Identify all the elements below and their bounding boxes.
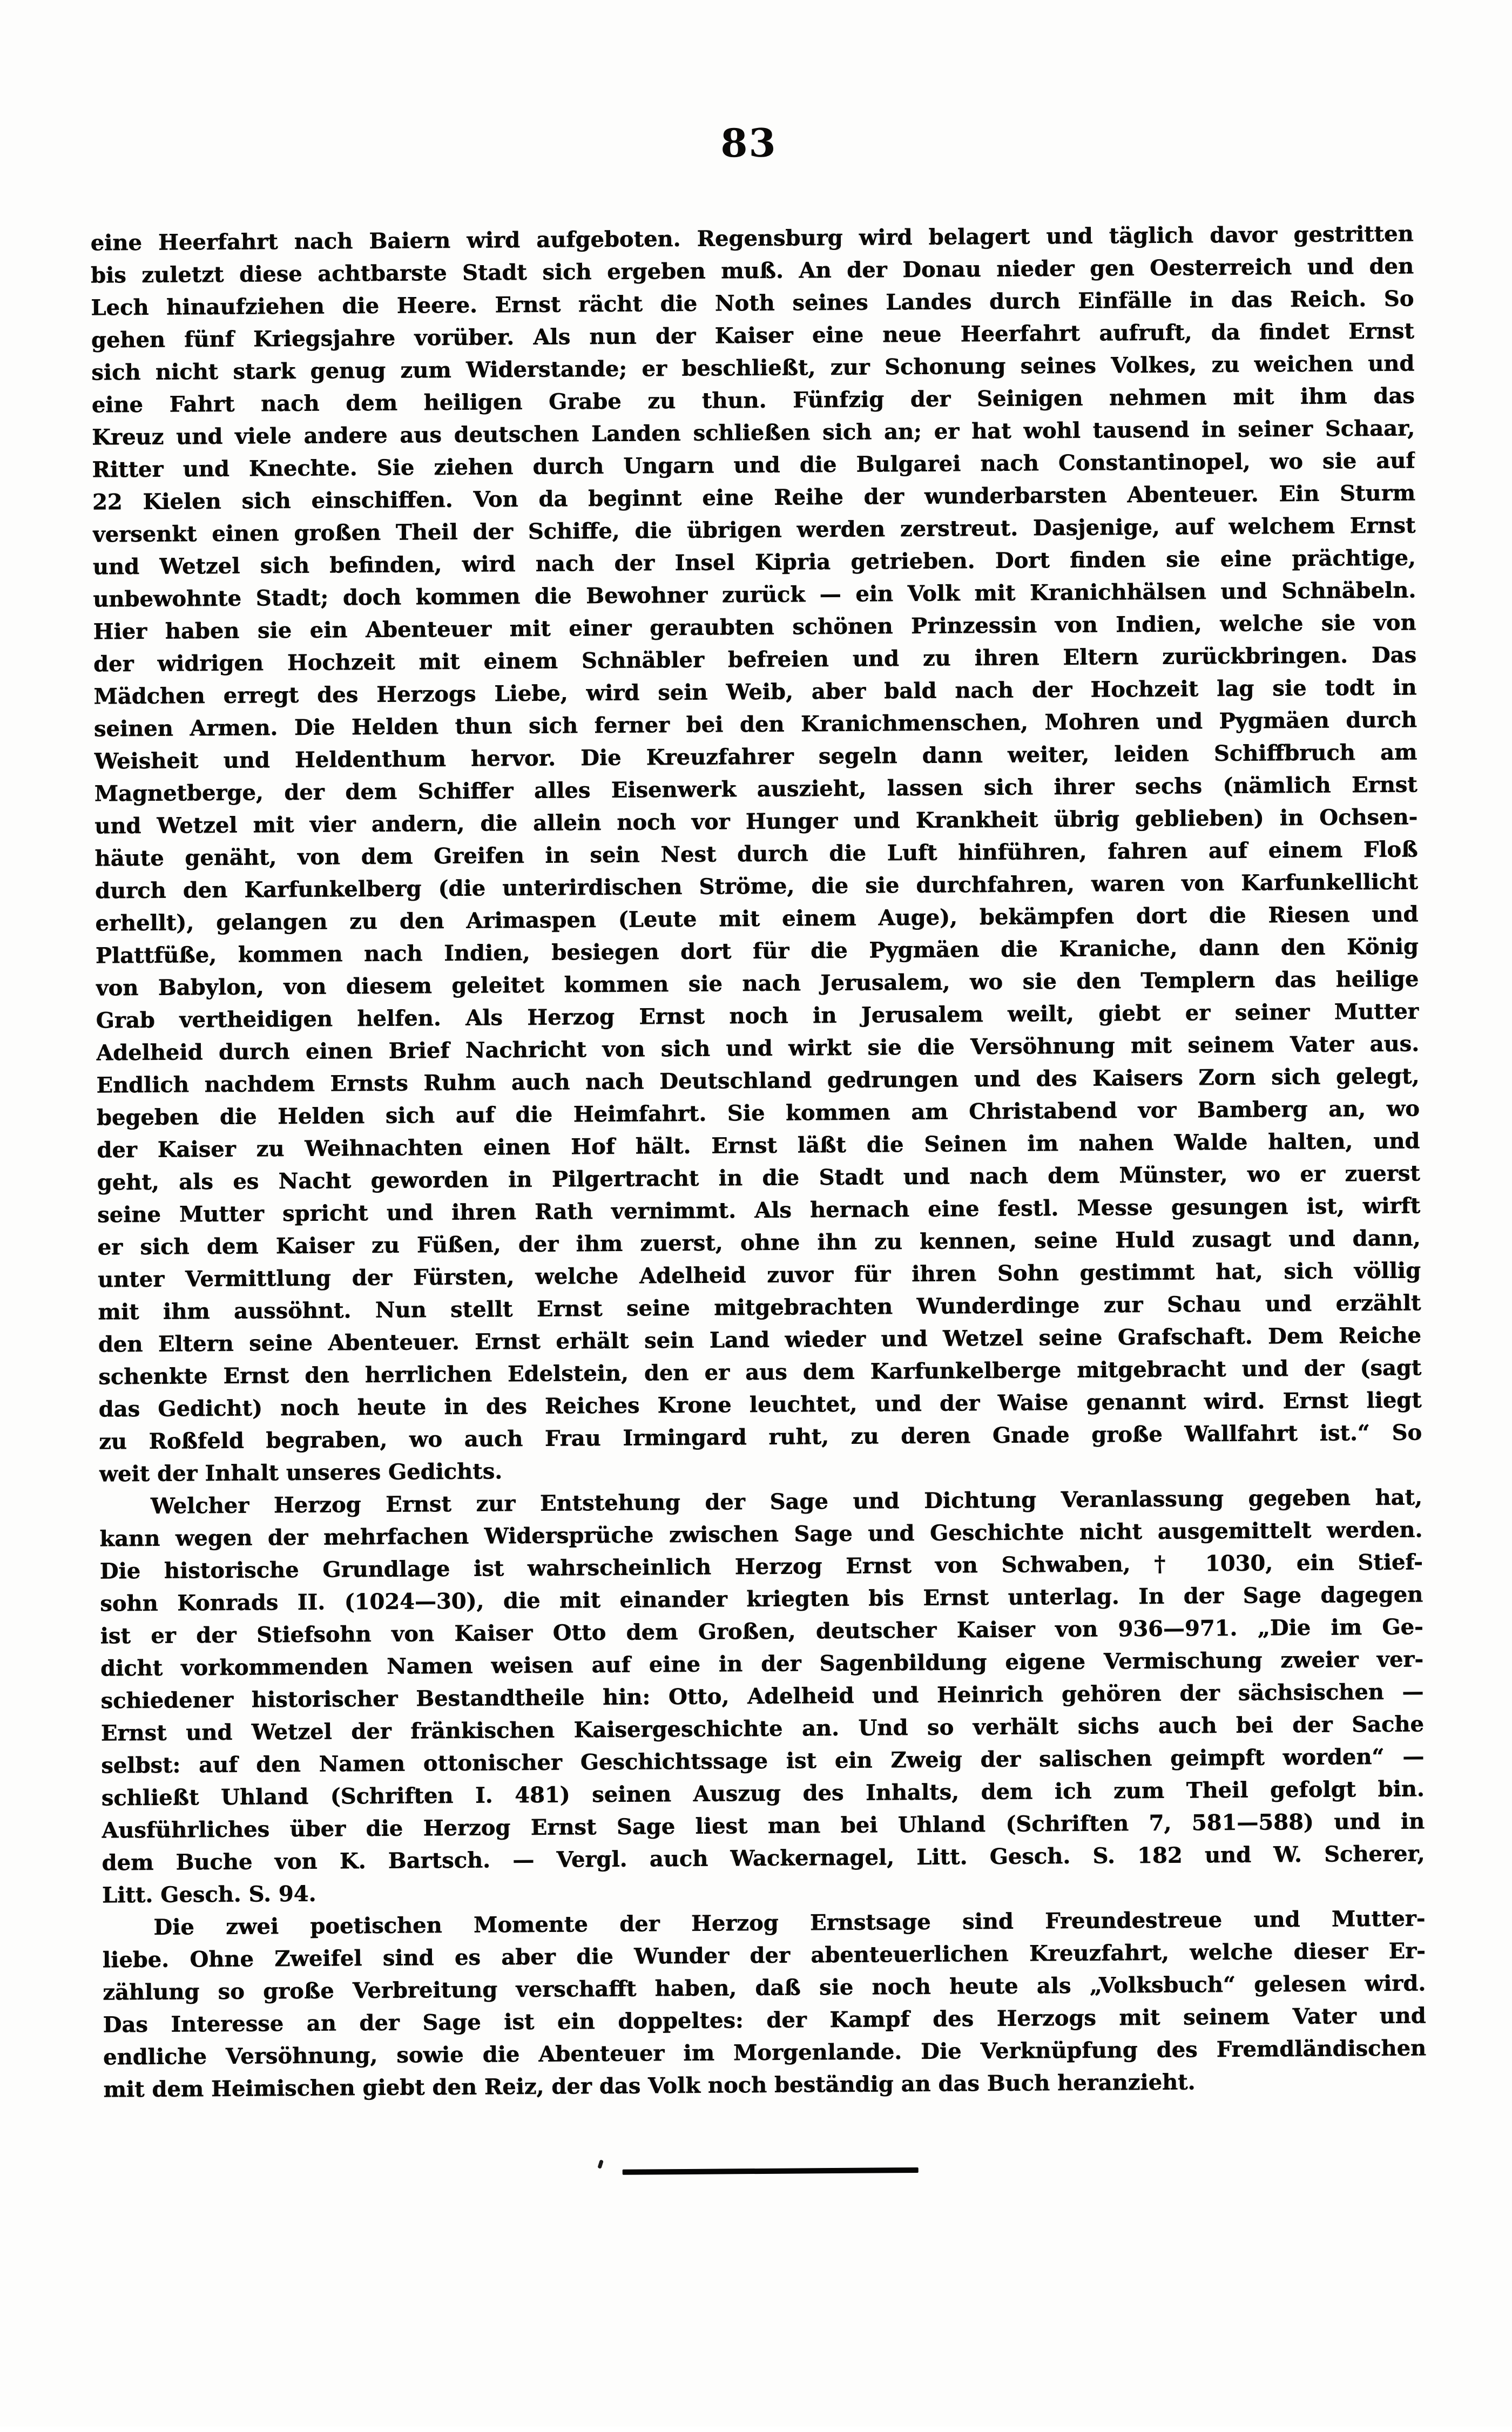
text-line: gehen fünf Kriegsjahre vorüber. Als nun der Kaiser eine neue Heerfahrt aufruft, da findet Ernst [91, 318, 1415, 353]
text-line: Ausführliches über die Herzog Ernst Sage liest man bei Uhland (Schriften 7, 581—588) und in [102, 1808, 1425, 1843]
text-line: ist er der Stiefsohn von Kaiser Otto dem Großen, deutscher Kaiser von 936—971. „Die im Ge- [100, 1614, 1423, 1649]
text-line: schiedener historischer Bestandtheile hin: Otto, Adelheid und Heinrich gehören der sächsischen — [100, 1679, 1424, 1714]
text-line: dicht vorkommenden Namen weisen auf eine in der Sagenbildung eigene Vermischung zweier ver- [100, 1646, 1424, 1681]
text-line: Magnetberge, der dem Schiffer alles Eisenwerk auszieht, lassen sich ihrer sechs (nämlich Ernst [94, 772, 1418, 807]
text-line: unbewohnte Stadt; doch kommen die Bewohner zurück — ein Volk mit Kranichhälsen und Schnäbeln. [93, 577, 1416, 612]
ink-speck [597, 2159, 604, 2168]
text-line: weit der Inhalt unseres Gedichts. [99, 1458, 503, 1487]
paragraph [99, 1481, 1425, 1911]
text-line: geht, als es Nacht geworden in Pilgertracht in die Stadt und nach dem Münster, wo er zuerst [97, 1160, 1421, 1195]
text-line: Hier haben sie ein Abenteuer mit einer geraubten schönen Prinzessin von Indien, welche sie von [93, 610, 1416, 645]
text-line: eine Heerfahrt nach Baiern wird aufgeboten. Regensburg wird belagert und täglich davor gestritten [90, 221, 1414, 256]
text-line: mit dem Heimischen giebt den Reiz, der das Volk noch beständig an das Buch heranzieht. [103, 2069, 1196, 2103]
text-line: Ritter und Knechte. Sie ziehen durch Ungarn und die Bulgarei nach Constantinopel, wo sie auf [92, 448, 1415, 483]
text-line: begeben die Helden sich auf die Heimfahrt. Sie kommen am Christabend vor Bamberg an, wo [96, 1096, 1420, 1131]
text-line: zählung so große Verbreitung verschafft haben, daß sie noch heute als „Volksbuch“ gelesen wird. [103, 1970, 1426, 2005]
text-line: das Gedicht) noch heute in des Reiches Krone leuchtet, und der Waise genannt wird. Ernst liegt [98, 1387, 1422, 1422]
footer-rule [623, 2167, 919, 2175]
text-line: und Wetzel sich befinden, wird nach der Insel Kipria getrieben. Dort finden sie eine prächtige, [92, 545, 1416, 580]
text-line: unter Vermittlung der Fürsten, welche Adelheid zuvor für ihren Sohn gestimmt hat, sich völlig [97, 1258, 1421, 1293]
text-line: und Wetzel mit vier andern, die allein noch vor Hunger und Krankheit übrig geblieben) in Ochsen- [94, 804, 1418, 839]
text-line: der Kaiser zu Weihnachten einen Hof hält. Ernst läßt die Seinen im nahen Walde halten, und [97, 1128, 1420, 1163]
text-line: dem Buche von K. Bartsch. — Vergl. auch Wackernagel, Litt. Gesch. S. 182 und W. Scherer, [102, 1841, 1425, 1876]
paragraph [91, 218, 1422, 1490]
text-line: zu Roßfeld begraben, wo auch Frau Irmingard ruht, zu deren Gnade große Wallfahrt ist.“ So [99, 1420, 1422, 1455]
text-line: Adelheid durch einen Brief Nachricht von sich und wirkt sie die Versöhnung mit seinem Vater aus. [96, 1031, 1420, 1066]
text-line: versenkt einen großen Theil der Schiffe, die übrigen werden zerstreut. Dasjenige, auf welchem Ernst [92, 512, 1416, 548]
text-line: sich nicht stark genug zum Widerstande; er beschließt, zur Schonung seines Volkes, zu weichen und [91, 350, 1415, 386]
text-line: Die zwei poetischen Momente der Herzog Ernstsage sind Freundestreue und Mutter- [153, 1906, 1426, 1940]
text-line: Plattfüße, kommen nach Indien, besiegen dort für die Pygmäen die Kraniche, dann den König [95, 934, 1419, 969]
text-line: Weisheit und Heldenthum hervor. Die Kreuzfahrer segeln dann weiter, leiden Schiffbruch am [94, 739, 1418, 774]
text-line: der widrigen Hochzeit mit einem Schnäbler befreien und zu ihren Eltern zurückbringen. Das [93, 642, 1417, 677]
text-line: Die historische Grundlage ist wahrscheinlich Herzog Ernst von Schwaben, † 1030, ein Stief- [99, 1549, 1423, 1584]
paragraph [102, 1902, 1426, 2106]
text-line: Kreuz und viele andere aus deutschen Landen schließen sich an; er hat wohl tausend in seiner Schaar, [92, 415, 1415, 450]
text-line: sohn Konrads II. (1024—30), die mit einander kriegten bis Ernst unterlag. In der Sage dagegen [100, 1582, 1423, 1617]
text-line: Grab vertheidigen helfen. Als Herzog Ernst noch in Jerusalem weilt, giebt er seiner Mutter [96, 998, 1419, 1033]
text-line: Das Interesse an der Sage ist ein doppeltes: der Kampf des Herzogs mit seinem Vater und [103, 2003, 1426, 2038]
text-line: häute genäht, von dem Greifen in sein Nest durch die Luft hinführen, fahren auf einem Floß [94, 836, 1418, 872]
text-line: den Eltern seine Abenteuer. Ernst erhält sein Land wieder und Wetzel seine Grafschaft. Dem Reiche [98, 1322, 1422, 1357]
text-line: Ernst und Wetzel der fränkischen Kaisergeschichte an. Und so verhält sichs auch bei der Sache [100, 1711, 1425, 1746]
text-line: mit ihm aussöhnt. Nun stellt Ernst seine mitgebrachten Wunderdinge zur Schau und erzählt [98, 1290, 1421, 1325]
text-line: durch den Karfunkelberg (die unterirdischen Ströme, die sie durchfahren, waren von Karfunkellicht [94, 869, 1419, 904]
text-line: Mädchen erregt des Herzogs Liebe, wird sein Weib, aber bald nach der Hochzeit lag sie todt in [93, 674, 1417, 710]
text-line: seinen Armen. Die Helden thun sich ferner bei den Kranichmenschen, Mohren und Pygmäen durch [93, 707, 1418, 742]
text-line: eine Fahrt nach dem heiligen Grabe zu thun. Fünfzig der Seinigen nehmen mit ihm das [91, 383, 1415, 418]
text-line: schließt Uhland (Schriften I. 481) seinen Auszug des Inhalts, dem ich zum Theil gefolgt bin. [101, 1776, 1425, 1811]
text-line: von Babylon, von diesem geleitet kommen sie nach Jerusalem, wo sie den Templern das heilige [96, 966, 1419, 1001]
text-line: Litt. Gesch. S. 94. [102, 1881, 316, 1908]
text-line: endliche Versöhnung, sowie die Abenteuer im Morgenlande. Die Verknüpfung des Fremdländischen [103, 2035, 1427, 2070]
text-line: schenkte Ernst den herrlichen Edelstein, den er aus dem Karfunkelberge mitgebracht und der (sagt [98, 1355, 1422, 1390]
text-line: erhellt), gelangen zu den Arimaspen (Leute mit einem Auge), bekämpfen dort die Riesen und [95, 901, 1419, 936]
text-line: er sich dem Kaiser zu Füßen, der ihm zuerst, ohne ihn zu kennen, seine Huld zusagt und dann, [97, 1225, 1421, 1260]
text-block [91, 218, 1427, 2106]
text-line: liebe. Ohne Zweifel sind es aber die Wunder der abenteuerlichen Kreuzfahrt, welche dieser Er- [102, 1938, 1426, 1973]
page-number: 83 [720, 119, 777, 166]
text-line: kann wegen der mehrfachen Widersprüche zwischen Sage und Geschichte nicht ausgemittelt werden. [99, 1517, 1423, 1552]
text-line: seine Mutter spricht und ihren Rath vernimmt. Als hernach eine festl. Messe gesungen ist, wirft [97, 1193, 1421, 1228]
text-line: 22 Kielen sich einschiffen. Von da beginnt eine Reihe der wunderbarsten Abenteuer. Ein Sturm [92, 480, 1416, 515]
text-line: Welcher Herzog Ernst zur Entstehung der Sage und Dichtung Veranlassung gegeben hat, [150, 1484, 1423, 1519]
text-line: Lech hinaufziehen die Heere. Ernst rächt die Noth seines Landes durch Einfälle in das Reich. So [91, 286, 1414, 321]
text-line: Endlich nachdem Ernsts Ruhm auch nach Deutschland gedrungen und des Kaisers Zorn sich gelegt, [96, 1063, 1420, 1098]
text-line: bis zuletzt diese achtbarste Stadt sich ergeben muß. An der Donau nieder gen Oesterreich und den [91, 253, 1414, 288]
text-line: selbst: auf den Namen ottonischer Geschichtssage ist ein Zweig der salischen geimpft worden“ — [101, 1744, 1425, 1779]
